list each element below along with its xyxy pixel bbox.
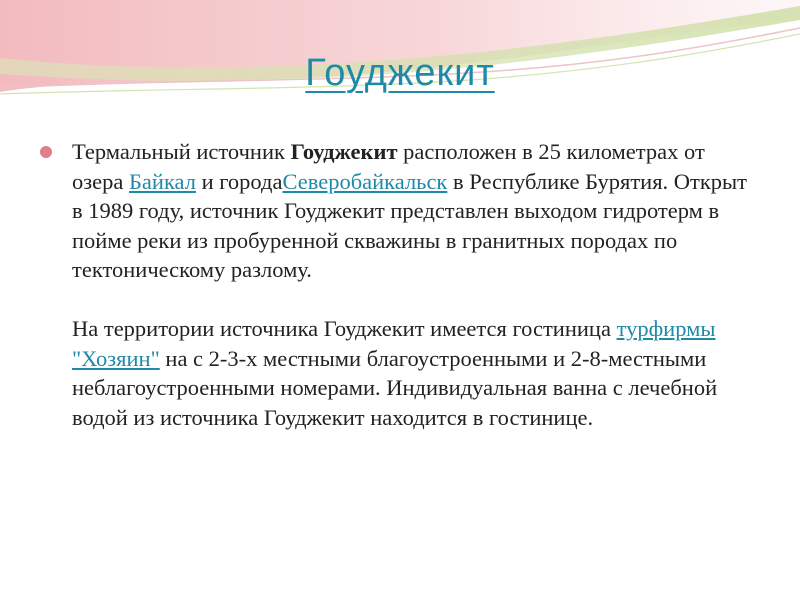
slide-title[interactable]: Гоуджекит <box>305 52 495 94</box>
severobaikalsk-link[interactable]: Северобайкальск <box>282 168 448 194</box>
p2-text-2: на с 2-3-х местными благоустроенными и 2-8-местными неблагоустроенными номерами. Индивидуальная ванна с лечебной водой из источника Гоуджекит находится в гостинице. <box>72 345 718 430</box>
p1-text-2: расположен в 25 километрах от озера <box>72 139 705 194</box>
baikal-link[interactable]: Байкал <box>129 168 196 194</box>
p1-bold-name: Гоуджекит <box>290 139 398 164</box>
tour-firm-link[interactable]: турфирмы "Хозяин" <box>72 316 716 371</box>
paragraph-2 <box>72 314 752 432</box>
paragraph-spacer <box>72 285 752 315</box>
paragraph-1 <box>72 137 752 285</box>
p1-text-3: и города <box>195 168 283 194</box>
slide-body <box>72 137 752 432</box>
p1-text-1: Термальный источник <box>72 139 291 164</box>
p1-text-4: в Республике Бурятия. Открыт в 1989 году, источник Гоуджекит представлен выходом гидротерм в пойме реки из пробуренной скважины в гранитных породах по тектоническому разлому. <box>72 168 748 282</box>
bullet-dot <box>40 146 52 158</box>
p2-text-1: На территории источника Гоуджекит имеется гостиница <box>72 316 617 341</box>
